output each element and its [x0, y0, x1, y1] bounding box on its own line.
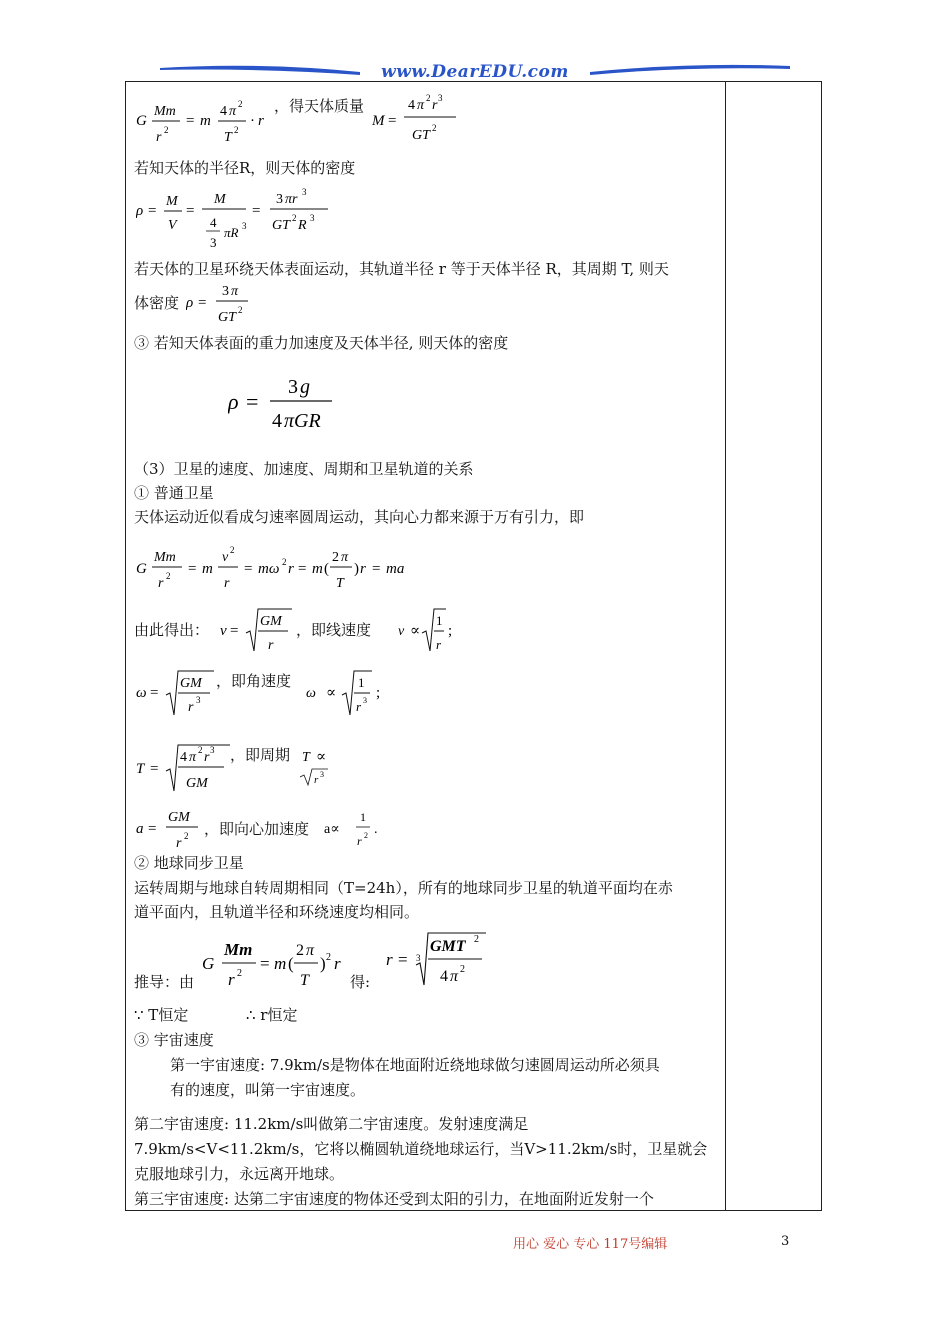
svg-text:4: 4	[408, 98, 415, 113]
svg-text:=: =	[244, 561, 253, 577]
svg-text:T: T	[302, 750, 310, 765]
svg-text:(: (	[288, 954, 294, 973]
svg-text:m: m	[202, 561, 213, 577]
text-density-intro: 若知天体的半径R，则天体的密度	[134, 159, 356, 177]
text-first-cosmic-2: 有的速度，叫第一宇宙速度。	[170, 1081, 366, 1099]
svg-text:3: 3	[416, 953, 421, 963]
svg-text:π: π	[189, 750, 197, 765]
svg-text:·: ·	[250, 113, 255, 129]
svg-text:=: =	[252, 203, 261, 219]
svg-text:2: 2	[234, 125, 239, 135]
svg-text:2: 2	[326, 952, 331, 963]
svg-text:r: r	[356, 699, 362, 714]
svg-text:3: 3	[288, 376, 298, 398]
svg-text:r: r	[334, 954, 341, 973]
text-derivation-prefix: 推导：由	[134, 973, 195, 991]
svg-text:r: r	[432, 98, 438, 113]
svg-text:Mm: Mm	[154, 104, 176, 119]
svg-text:ρ: ρ	[228, 389, 239, 414]
formula-linear-velocity	[220, 605, 300, 661]
svg-text:2: 2	[166, 571, 171, 581]
svg-text:∝: ∝	[326, 685, 337, 701]
formula-period	[136, 739, 236, 801]
svg-text:GT: GT	[272, 218, 290, 233]
svg-text:r: r	[156, 130, 162, 145]
site-url[interactable]: www.DearEDU.com	[381, 62, 569, 82]
svg-text:mω: mω	[258, 561, 280, 577]
svg-text:T: T	[300, 972, 309, 989]
text-centripetal-source: 天体运动近似看成匀速率圆周运动，其向心力都来源于万有引力，即	[134, 508, 585, 526]
svg-text:2: 2	[364, 831, 368, 840]
svg-text:3: 3	[210, 745, 215, 755]
svg-text:2: 2	[198, 745, 203, 755]
svg-text:v: v	[220, 623, 227, 639]
text-acceleration: ，即向心加速度	[204, 820, 310, 838]
text-linear-velocity: ，即线速度	[296, 621, 372, 639]
svg-text:=: =	[188, 561, 197, 577]
svg-text:2: 2	[474, 934, 479, 945]
svg-text:r: r	[228, 970, 235, 989]
formula-period-proportion	[300, 741, 360, 795]
text-mass-intro: ，得天体质量	[274, 97, 365, 115]
svg-text:m: m	[274, 954, 287, 973]
formula-geo-derivation	[202, 933, 352, 999]
svg-text:3: 3	[276, 192, 283, 207]
svg-text:π: π	[229, 104, 237, 119]
text-gravity-density: ③ 若知天体表面的重力加速度及天体半径, 则天体的密度	[134, 334, 509, 352]
svg-text:(: (	[324, 561, 329, 577]
svg-text:2: 2	[238, 99, 243, 109]
svg-text:G: G	[136, 113, 147, 129]
svg-text:ω: ω	[136, 685, 147, 701]
main-content	[134, 81, 722, 1209]
svg-text:v: v	[398, 624, 405, 639]
svg-text:r: r	[386, 950, 393, 969]
svg-text:2: 2	[292, 213, 297, 223]
formula-gravity-chain	[136, 543, 456, 603]
svg-text:2: 2	[460, 964, 465, 975]
text-angular-velocity: ，即角速度	[216, 672, 292, 690]
svg-text:G: G	[202, 954, 215, 973]
svg-text:2: 2	[432, 123, 437, 133]
subsection-geostationary: ② 地球同步卫星	[134, 854, 244, 872]
formula-density-surface	[186, 279, 266, 335]
svg-text:r: r	[436, 637, 442, 652]
svg-text:3: 3	[310, 213, 315, 223]
formula-density-gravity	[228, 369, 348, 439]
svg-text:ρ: ρ	[136, 203, 144, 219]
svg-text:m: m	[312, 561, 323, 577]
svg-text:=: =	[298, 561, 307, 577]
text-geostationary-2: 道平面内，且轨道半径和环绕速度均相同。	[134, 903, 420, 921]
svg-text:r: r	[268, 638, 274, 653]
svg-text:4: 4	[220, 104, 227, 119]
text-geostationary-1: 运转周期与地球自转周期相同（T=24h），所有的地球同步卫星的轨道平面均在赤	[134, 879, 673, 897]
svg-text:4: 4	[440, 968, 448, 985]
svg-text:M: M	[372, 113, 385, 129]
svg-text:3: 3	[320, 770, 324, 779]
formula-density-general	[136, 183, 356, 257]
svg-text:3: 3	[210, 235, 217, 250]
svg-text:g: g	[300, 376, 310, 398]
svg-text:ω: ω	[306, 686, 316, 701]
svg-text:r: r	[176, 836, 182, 851]
svg-text:r: r	[314, 774, 319, 786]
svg-text:v: v	[222, 550, 229, 565]
svg-text:∝: ∝	[410, 623, 421, 639]
text-because-T: ∵ T恒定	[134, 1006, 189, 1024]
svg-text:T: T	[136, 761, 145, 777]
text-hence-prefix: 由此得出：	[134, 621, 210, 639]
svg-text:πr: πr	[285, 192, 298, 207]
svg-text:1: 1	[358, 675, 365, 690]
svg-text:2: 2	[332, 550, 339, 565]
svg-text:=: =	[398, 950, 408, 969]
svg-text:T: T	[224, 130, 232, 145]
svg-text:a: a	[136, 821, 144, 837]
text-second-cosmic-1: 第二宇宙速度: 11.2km/s叫做第二宇宙速度。发射速度满足	[134, 1115, 529, 1133]
text-third-cosmic: 第三宇宙速度: 达第二宇宙速度的物体还受到太阳的引力，在地面附近发射一个	[134, 1190, 654, 1208]
svg-text:GM: GM	[186, 776, 208, 791]
svg-text:π: π	[306, 942, 315, 959]
svg-text:=: =	[150, 761, 159, 777]
svg-text:=: =	[260, 954, 270, 973]
svg-text:=: =	[246, 389, 259, 414]
svg-text:=: =	[150, 685, 159, 701]
text-period: ，即周期	[230, 746, 291, 764]
svg-text:2: 2	[230, 545, 235, 555]
svg-text:2: 2	[164, 125, 169, 135]
svg-text:=: =	[388, 113, 397, 129]
svg-text:M: M	[214, 192, 226, 207]
svg-text:ρ: ρ	[186, 295, 194, 311]
svg-text:π: π	[450, 968, 459, 985]
svg-text:a∝: a∝	[324, 822, 340, 837]
svg-text:.: .	[374, 822, 378, 837]
svg-text:=: =	[198, 295, 207, 311]
svg-text:V: V	[168, 218, 177, 233]
table-column-divider	[725, 81, 726, 1211]
svg-text:Mm: Mm	[154, 550, 176, 565]
svg-text:∝: ∝	[316, 749, 327, 765]
svg-text:r: r	[158, 576, 164, 591]
svg-text:πR: πR	[224, 225, 239, 240]
svg-text:πGR: πGR	[284, 410, 321, 432]
svg-text:M: M	[166, 194, 178, 209]
svg-text:3: 3	[438, 93, 443, 103]
svg-text:=: =	[148, 821, 157, 837]
svg-text:2: 2	[237, 968, 242, 979]
svg-text:r: r	[204, 750, 210, 765]
svg-text:r: r	[224, 576, 230, 591]
svg-text:r: r	[188, 700, 194, 715]
svg-text:GM: GM	[260, 614, 282, 629]
svg-text:2: 2	[282, 557, 287, 567]
svg-text:ma: ma	[386, 561, 405, 577]
formula-mass	[372, 87, 492, 153]
svg-text:π: π	[341, 550, 349, 565]
text-derivation-result: 得:	[350, 973, 371, 991]
svg-text:r: r	[357, 834, 362, 848]
svg-text:=: =	[186, 203, 195, 219]
svg-text:r: r	[360, 561, 366, 577]
section-heading-satellite: （3）卫星的速度、加速度、周期和卫星轨道的关系	[134, 460, 474, 478]
svg-text:;: ;	[376, 685, 381, 701]
svg-text:3: 3	[302, 187, 307, 197]
svg-text:=: =	[230, 623, 239, 639]
formula-angular-velocity	[136, 665, 226, 725]
svg-text:GM: GM	[168, 810, 190, 825]
svg-text:GT: GT	[218, 310, 236, 325]
svg-text:R: R	[298, 218, 307, 233]
formula-acceleration-proportion	[324, 803, 384, 859]
text-therefore-r: ∴ r恒定	[246, 1006, 298, 1024]
svg-text:4: 4	[180, 750, 187, 765]
svg-text:r: r	[288, 561, 294, 577]
svg-text:3: 3	[222, 284, 229, 299]
svg-text:π: π	[231, 284, 239, 299]
svg-text:T: T	[336, 576, 344, 591]
svg-text:2: 2	[184, 831, 189, 841]
text-first-cosmic-1: 第一宇宙速度: 7.9km/s是物体在地面附近绕地球做匀速圆周运动所必须具	[170, 1056, 660, 1074]
svg-text:GMT: GMT	[430, 938, 466, 955]
svg-text:): )	[320, 954, 326, 973]
svg-text:Mm: Mm	[224, 940, 253, 959]
svg-text:2: 2	[426, 93, 431, 103]
svg-text:=: =	[372, 561, 381, 577]
svg-text:GT: GT	[412, 128, 430, 143]
text-density-prefix: 体密度	[134, 294, 180, 312]
svg-text:=: =	[186, 113, 195, 129]
svg-text:4: 4	[272, 410, 282, 432]
svg-text:1: 1	[436, 613, 443, 628]
svg-text:1: 1	[360, 810, 366, 824]
text-satellite-surface: 若天体的卫星环绕天体表面运动，其轨道半径 r 等于天体半径 R，其周期 T, 则天	[134, 260, 669, 278]
svg-text:2: 2	[296, 942, 304, 959]
formula-angular-proportion	[304, 665, 384, 725]
text-second-cosmic-2: 7.9km/s<V<11.2km/s，它将以椭圆轨道绕地球运行，当V>11.2km/s时，卫星就会	[134, 1140, 708, 1158]
svg-text:): )	[354, 561, 359, 577]
svg-text:;: ;	[448, 623, 453, 639]
subsection-cosmic-velocity: ③ 宇宙速度	[134, 1031, 214, 1049]
svg-text:=: =	[148, 203, 157, 219]
footer-slogan: 用心 爱心 专心 117号编辑	[513, 1237, 668, 1252]
page-number: 3	[781, 1234, 790, 1249]
formula-linear-proportion	[396, 605, 456, 661]
svg-text:3: 3	[242, 221, 247, 231]
text-second-cosmic-3: 克服地球引力，永远离开地球。	[134, 1165, 345, 1183]
formula-geo-radius	[386, 927, 496, 997]
subsection-ordinary-satellite: ① 普通卫星	[134, 484, 214, 502]
svg-text:π: π	[417, 98, 425, 113]
svg-text:4: 4	[210, 215, 217, 230]
svg-text:3: 3	[363, 696, 367, 705]
svg-text:G: G	[136, 561, 147, 577]
svg-text:3: 3	[196, 695, 201, 705]
svg-text:m: m	[200, 113, 211, 129]
svg-text:r: r	[258, 113, 264, 129]
svg-text:2: 2	[238, 305, 243, 315]
svg-text:GM: GM	[180, 676, 202, 691]
